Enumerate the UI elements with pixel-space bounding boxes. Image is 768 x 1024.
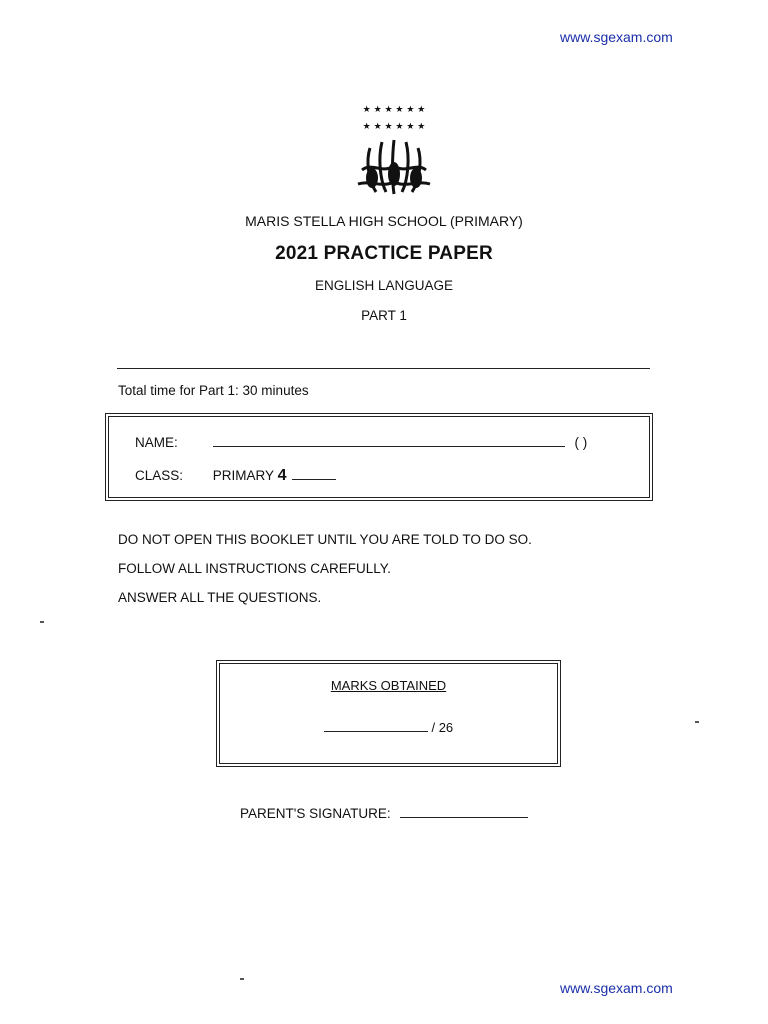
divider-line bbox=[117, 368, 650, 369]
time-note: Total time for Part 1: 30 minutes bbox=[118, 383, 309, 398]
class-row bbox=[135, 467, 336, 485]
svg-text:★ ★ ★ ★ ★ ★: ★ ★ ★ ★ ★ ★ bbox=[362, 105, 426, 115]
scan-speck bbox=[695, 721, 699, 723]
class-prefix: PRIMARY bbox=[212, 468, 274, 483]
name-field[interactable] bbox=[213, 445, 565, 447]
svg-text:★ ★ ★ ★ ★ ★: ★ ★ ★ ★ ★ ★ bbox=[362, 122, 426, 132]
header-website-link[interactable]: www.sgexam.com bbox=[560, 29, 673, 45]
scan-speck bbox=[240, 978, 244, 980]
class-field[interactable] bbox=[292, 478, 336, 480]
name-label: NAME: bbox=[135, 435, 178, 450]
signature-label: PARENT'S SIGNATURE: bbox=[240, 806, 391, 821]
instruction-1: DO NOT OPEN THIS BOOKLET UNTIL YOU ARE TOLD TO DO SO. bbox=[118, 532, 532, 547]
name-row bbox=[135, 435, 587, 450]
class-label: CLASS: bbox=[135, 468, 184, 483]
subject-label: ENGLISH LANGUAGE bbox=[314, 278, 454, 293]
class-level: 4 bbox=[277, 467, 287, 484]
instruction-3: ANSWER ALL THE QUESTIONS. bbox=[118, 590, 322, 605]
signature-field[interactable] bbox=[400, 816, 528, 818]
instruction-2: FOLLOW ALL INSTRUCTIONS CAREFULLY. bbox=[118, 561, 391, 576]
student-info-box bbox=[105, 413, 653, 501]
footer-website-link[interactable]: www.sgexam.com bbox=[560, 980, 673, 996]
marks-box bbox=[216, 660, 561, 767]
marks-total: / 26 bbox=[431, 720, 454, 735]
school-name: MARIS STELLA HIGH SCHOOL (PRIMARY) bbox=[245, 213, 523, 229]
marks-field[interactable] bbox=[324, 730, 428, 732]
school-crest-icon bbox=[352, 100, 436, 200]
paper-title: 2021 PRACTICE PAPER bbox=[275, 243, 493, 264]
marks-score-row bbox=[220, 720, 557, 735]
marks-title: MARKS OBTAINED bbox=[330, 678, 447, 693]
register-number-field[interactable]: ( ) bbox=[574, 435, 588, 450]
part-label: PART 1 bbox=[361, 308, 407, 323]
signature-row bbox=[240, 806, 528, 821]
scan-speck bbox=[40, 621, 44, 623]
